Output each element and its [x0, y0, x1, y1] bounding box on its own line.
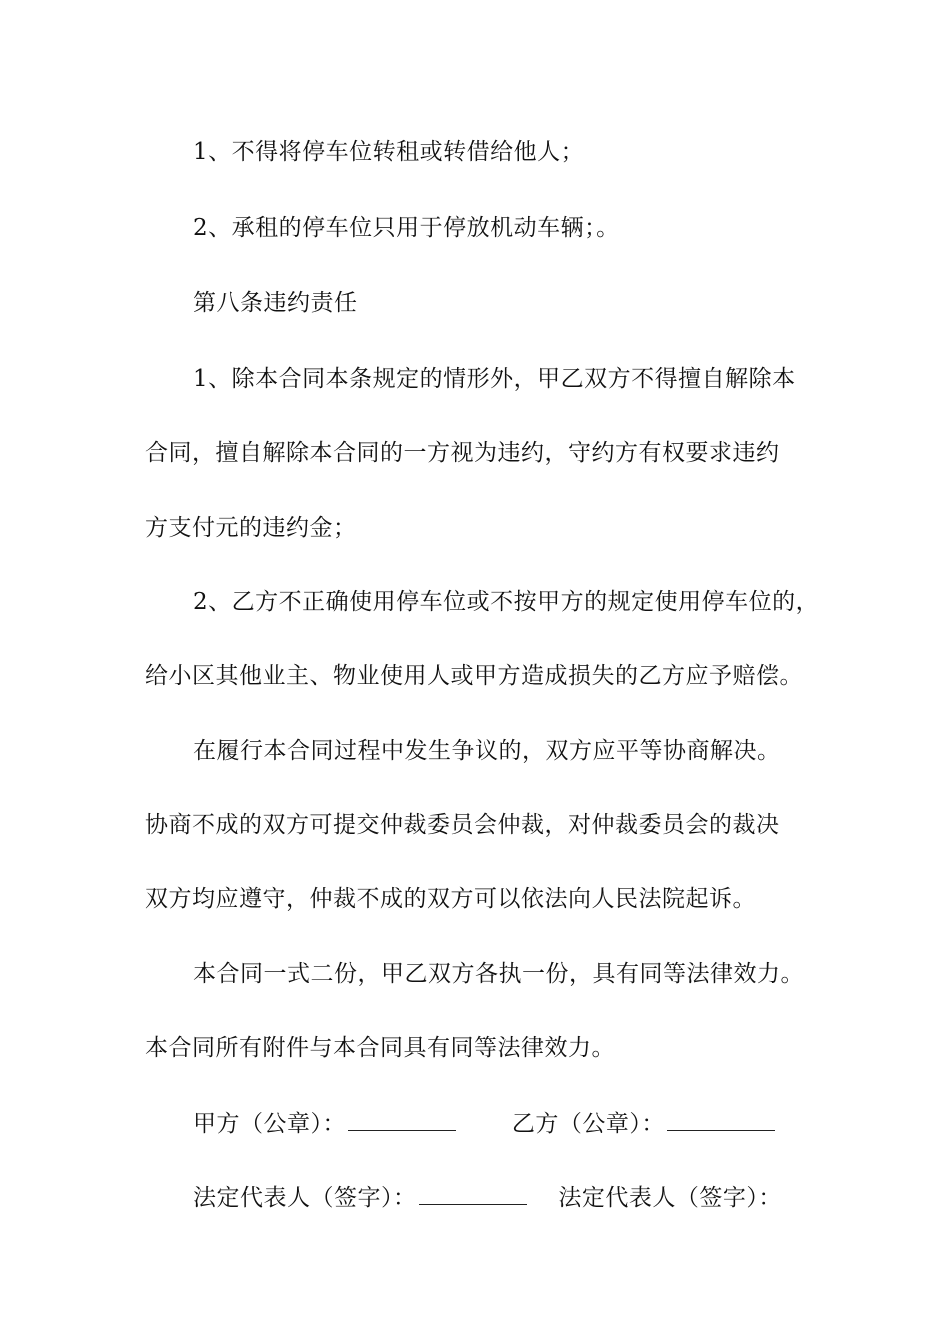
paragraph-line: 在履行本合同过程中发生争议的，双方应平等协商解决。 [193, 738, 781, 764]
paragraph-line: 方支付元的违约金； [145, 515, 357, 541]
signature-row-representatives [193, 1182, 782, 1214]
paragraph-line: 本合同一式二份，甲乙双方各执一份，具有同等法律效力。 [193, 961, 804, 987]
party-a-seal-blank [348, 1110, 456, 1131]
paragraph-line: 1、除本合同本条规定的情形外，甲乙双方不得擅自解除本 [193, 366, 796, 392]
paragraph-line: 本合同所有附件与本合同具有同等法律效力。 [145, 1035, 615, 1061]
paragraph-line: 协商不成的双方可提交仲裁委员会仲裁，对仲裁委员会的裁决 [145, 812, 780, 838]
party-b-rep-label: 法定代表人（签字）： [558, 1185, 782, 1211]
party-a-rep-blank [419, 1184, 527, 1205]
party-b-seal-blank [667, 1110, 775, 1131]
party-a-rep-label: 法定代表人（签字）： [193, 1185, 417, 1211]
signature-row-seals [193, 1108, 775, 1140]
paragraph-line: 给小区其他业主、物业使用人或甲方造成损失的乙方应予赔偿。 [145, 663, 803, 689]
party-b-seal-label: 乙方（公章）： [511, 1111, 665, 1137]
party-a-seal-label: 甲方（公章）： [193, 1111, 346, 1137]
paragraph-line: 合同，擅自解除本合同的一方视为违约，守约方有权要求违约 [145, 440, 780, 466]
clause-item-vehicle-only: 2、承租的停车位只用于停放机动车辆；。 [193, 215, 620, 241]
paragraph-line: 双方均应遵守，仲裁不成的双方可以依法向人民法院起诉。 [145, 886, 756, 912]
article-heading-breach: 第八条违约责任 [193, 290, 358, 316]
paragraph-line: 2、乙方不正确使用停车位或不按甲方的规定使用停车位的， [193, 589, 820, 615]
clause-item-no-sublease: 1、不得将停车位转租或转借给他人； [193, 139, 585, 165]
